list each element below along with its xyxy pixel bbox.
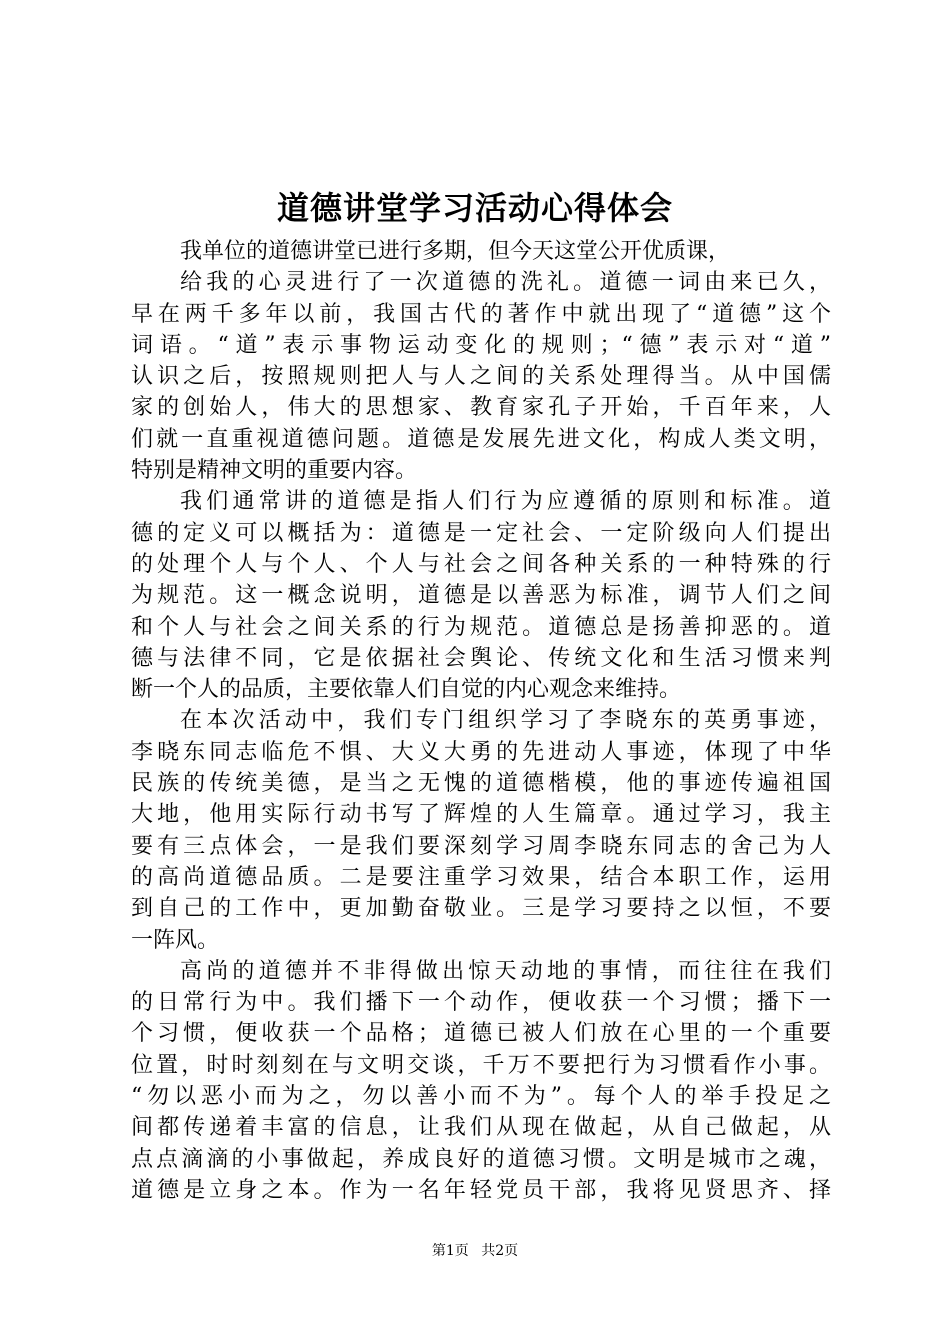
text-line: 李晓东同志临危不惧、大义大勇的先进动人事迹，体现了中华: [131, 739, 831, 765]
text-line: 一阵风。: [131, 927, 220, 953]
text-line: “勿以恶小而为之，勿以善小而不为”。每个人的举手投足之: [131, 1084, 831, 1110]
text-line: 家的创始人，伟大的思想家、教育家孔子开始，千百年来，人: [131, 395, 831, 421]
text-line: 点点滴滴的小事做起，养成良好的道德习惯。文明是城市之魂，: [131, 1146, 831, 1172]
text-line: 和个人与社会之间关系的行为规范。道德总是扬善抑恶的。道: [131, 614, 831, 640]
text-line: 早在两千多年以前，我国古代的著作中就出现了“道德”这个: [131, 301, 831, 327]
text-line: 们就一直重视道德问题。道德是发展先进文化，构成人类文明，: [131, 426, 831, 452]
text-line: 大地，他用实际行动书写了辉煌的人生篇章。通过学习，我主: [131, 802, 831, 828]
text-line: 认识之后，按照规则把人与人之间的关系处理得当。从中国儒: [131, 364, 831, 390]
text-line: 位置，时时刻刻在与文明交谈，千万不要把行为习惯看作小事。: [131, 1052, 831, 1078]
document-body: [131, 236, 831, 1206]
text-line: 德与法律不同，它是依据社会舆论、传统文化和生活习惯来判: [131, 645, 831, 671]
text-line: 德的定义可以概括为：道德是一定社会、一定阶级向人们提出: [131, 520, 831, 546]
text-line: 词语。“道”表示事物运动变化的规则；“德”表示对“道”: [131, 332, 831, 358]
text-line: 个习惯，便收获一个品格；道德已被人们放在心里的一个重要: [131, 1021, 831, 1047]
text-line: 给我的心灵进行了一次道德的洗礼。道德一词由来已久，: [180, 270, 831, 296]
text-line: 道德是立身之本。作为一名年轻党员干部，我将见贤思齐、择: [131, 1177, 831, 1203]
text-line: 我们通常讲的道德是指人们行为应遵循的原则和标准。道: [180, 489, 831, 515]
text-line: 高尚的道德并不非得做出惊天动地的事情，而往往在我们: [180, 958, 831, 984]
page-number: 第1页: [431, 1243, 469, 1259]
text-line: 特别是精神文明的重要内容。: [131, 458, 418, 484]
text-line: 的高尚道德品质。二是要注重学习效果，结合本职工作，运用: [131, 864, 831, 890]
page-total: 共2页: [481, 1243, 519, 1259]
text-line: 我单位的道德讲堂已进行多期，但今天这堂公开优质课，: [180, 239, 731, 264]
text-line: 的处理个人与个人、个人与社会之间各种关系的一种特殊的行: [131, 551, 831, 577]
text-line: 到自己的工作中，更加勤奋敬业。三是学习要持之以恒，不要: [131, 896, 831, 922]
text-line: 间都传递着丰富的信息，让我们从现在做起，从自己做起，从: [131, 1115, 831, 1141]
text-line: 民族的传统美德，是当之无愧的道德楷模，他的事迹传遍祖国: [131, 771, 831, 797]
document-title: 道德讲堂学习活动心得体会: [276, 189, 673, 227]
text-line: 断一个人的品质，主要依靠人们自觉的内心观念来维持。: [131, 677, 682, 703]
page-footer: [0, 1241, 950, 1261]
text-line: 的日常行为中。我们播下一个动作，便收获一个习惯；播下一: [131, 990, 831, 1016]
text-line: 要有三点体会，一是我们要深刻学习周李晓东同志的舍己为人: [131, 833, 831, 859]
text-line: 为规范。这一概念说明，道德是以善恶为标准，调节人们之间: [131, 583, 831, 609]
text-line: 在本次活动中，我们专门组织学习了李晓东的英勇事迹，: [180, 708, 831, 734]
